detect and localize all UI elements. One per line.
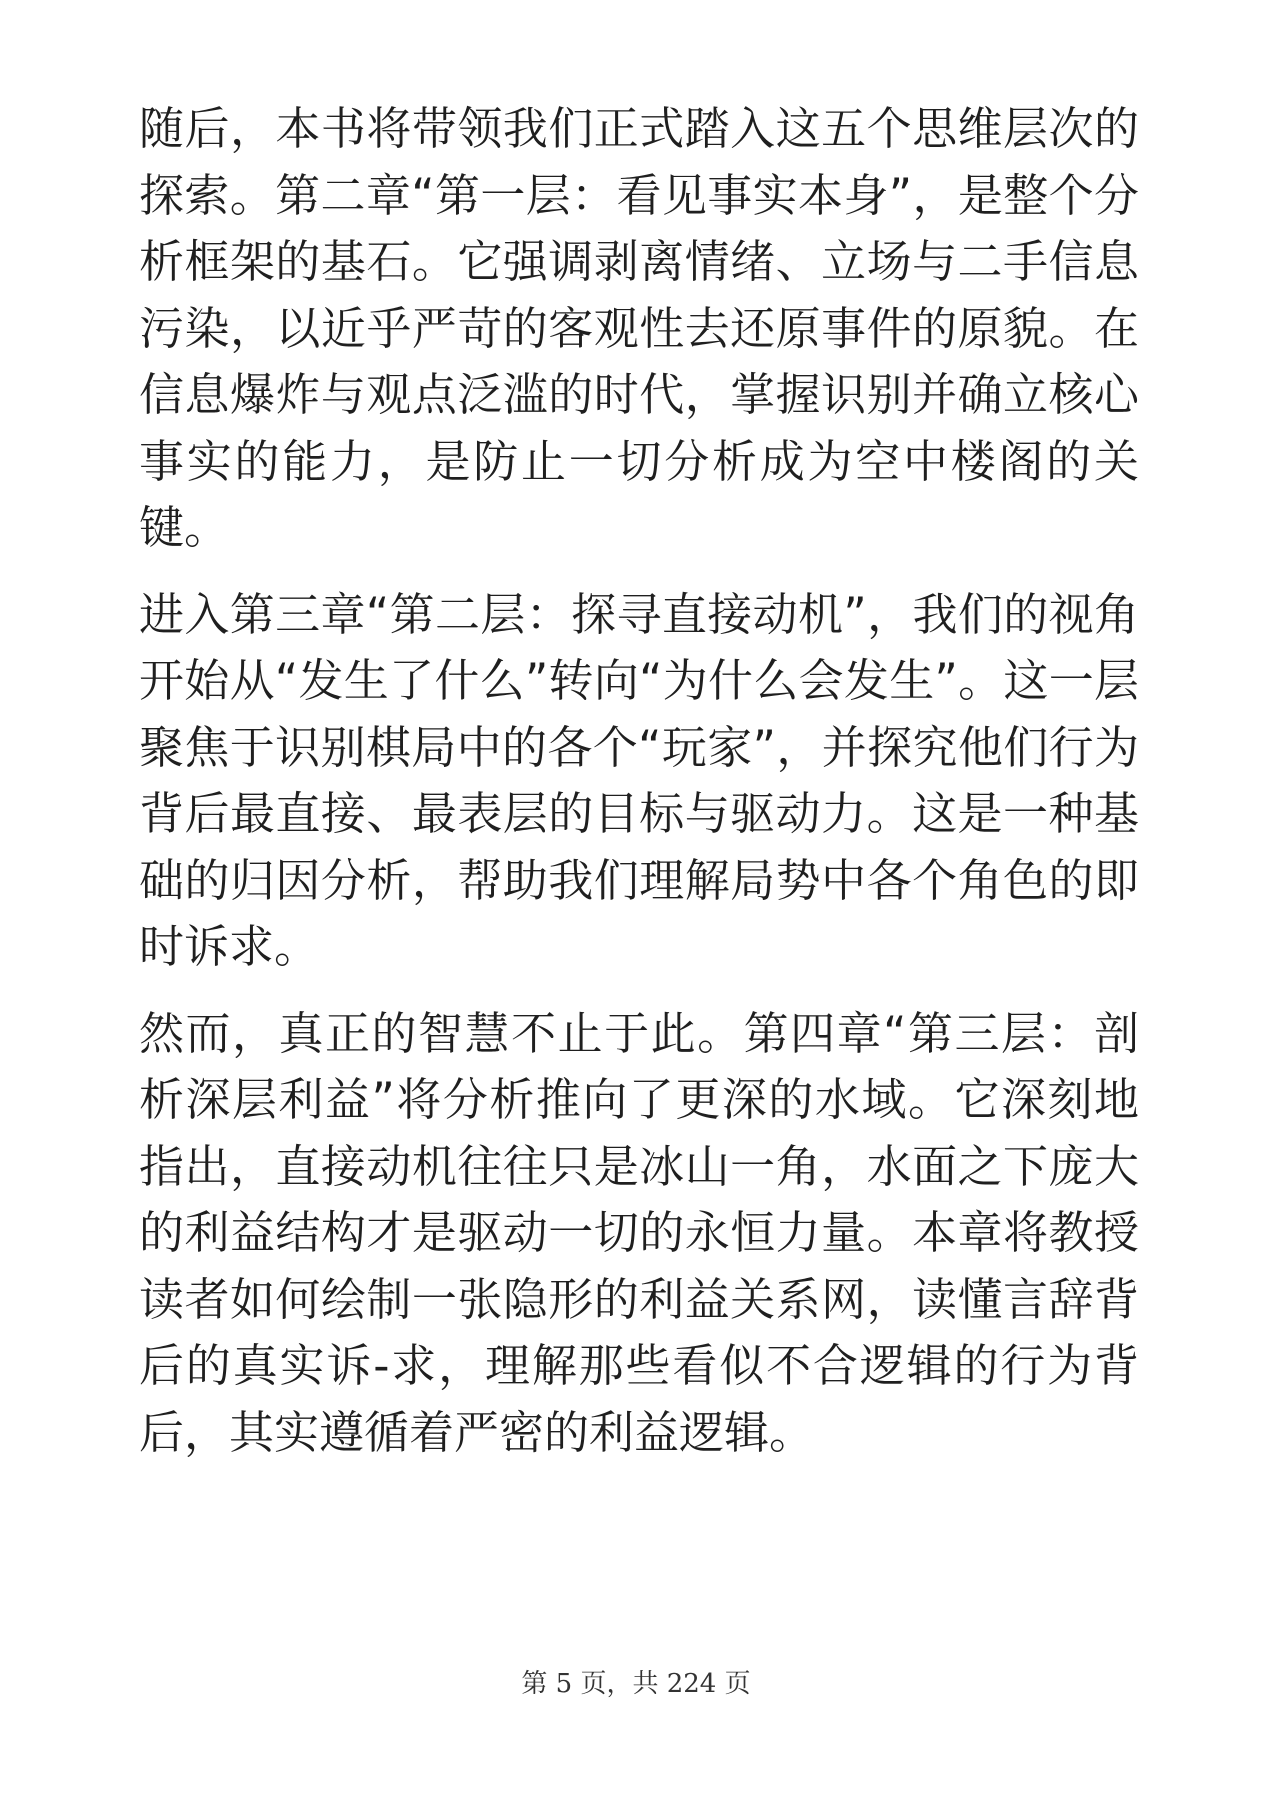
page-number-footer: 第 5 页，共 224 页: [521, 1669, 751, 1699]
paragraph-1: 随后，本书将带领我们正式踏入这五个思维层次的探索。第二章“第一层：看见事实本身”，是整个分析框架的基石。它强调剥离情绪、立场与二手信息污染，以近乎严苛的客观性去还原事件的原貌。在信息爆炸与观点泛滥的时代，掌握识别并确立核心事实的能力，是防止一切分析成为空中楼阁的关键。: [139, 102, 1139, 554]
paragraph-3: 然而，真正的智慧不止于此。第四章“第三层：剖析深层利益”将分析推向了更深的水域。它深刻地指出，直接动机往往只是冰山一角，水面之下庞大的利益结构才是驱动一切的永恒力量。本章将教授读者如何绘制一张隐形的利益关系网，读懂言辞背后的真实诉-求，理解那些看似不合逻辑的行为背后，其实遵循着严密的利益逻辑。: [139, 1006, 1139, 1459]
paragraph-2: 进入第三章“第二层：探寻直接动机”，我们的视角开始从“发生了什么”转向“为什么会发生”。这一层聚焦于识别棋局中的各个“玩家”，并探究他们行为背后最直接、最表层的目标与驱动力。这是一种基础的归因分析，帮助我们理解局势中各个角色的即时诉求。: [139, 587, 1139, 973]
document-body: [139, 96, 1139, 1486]
